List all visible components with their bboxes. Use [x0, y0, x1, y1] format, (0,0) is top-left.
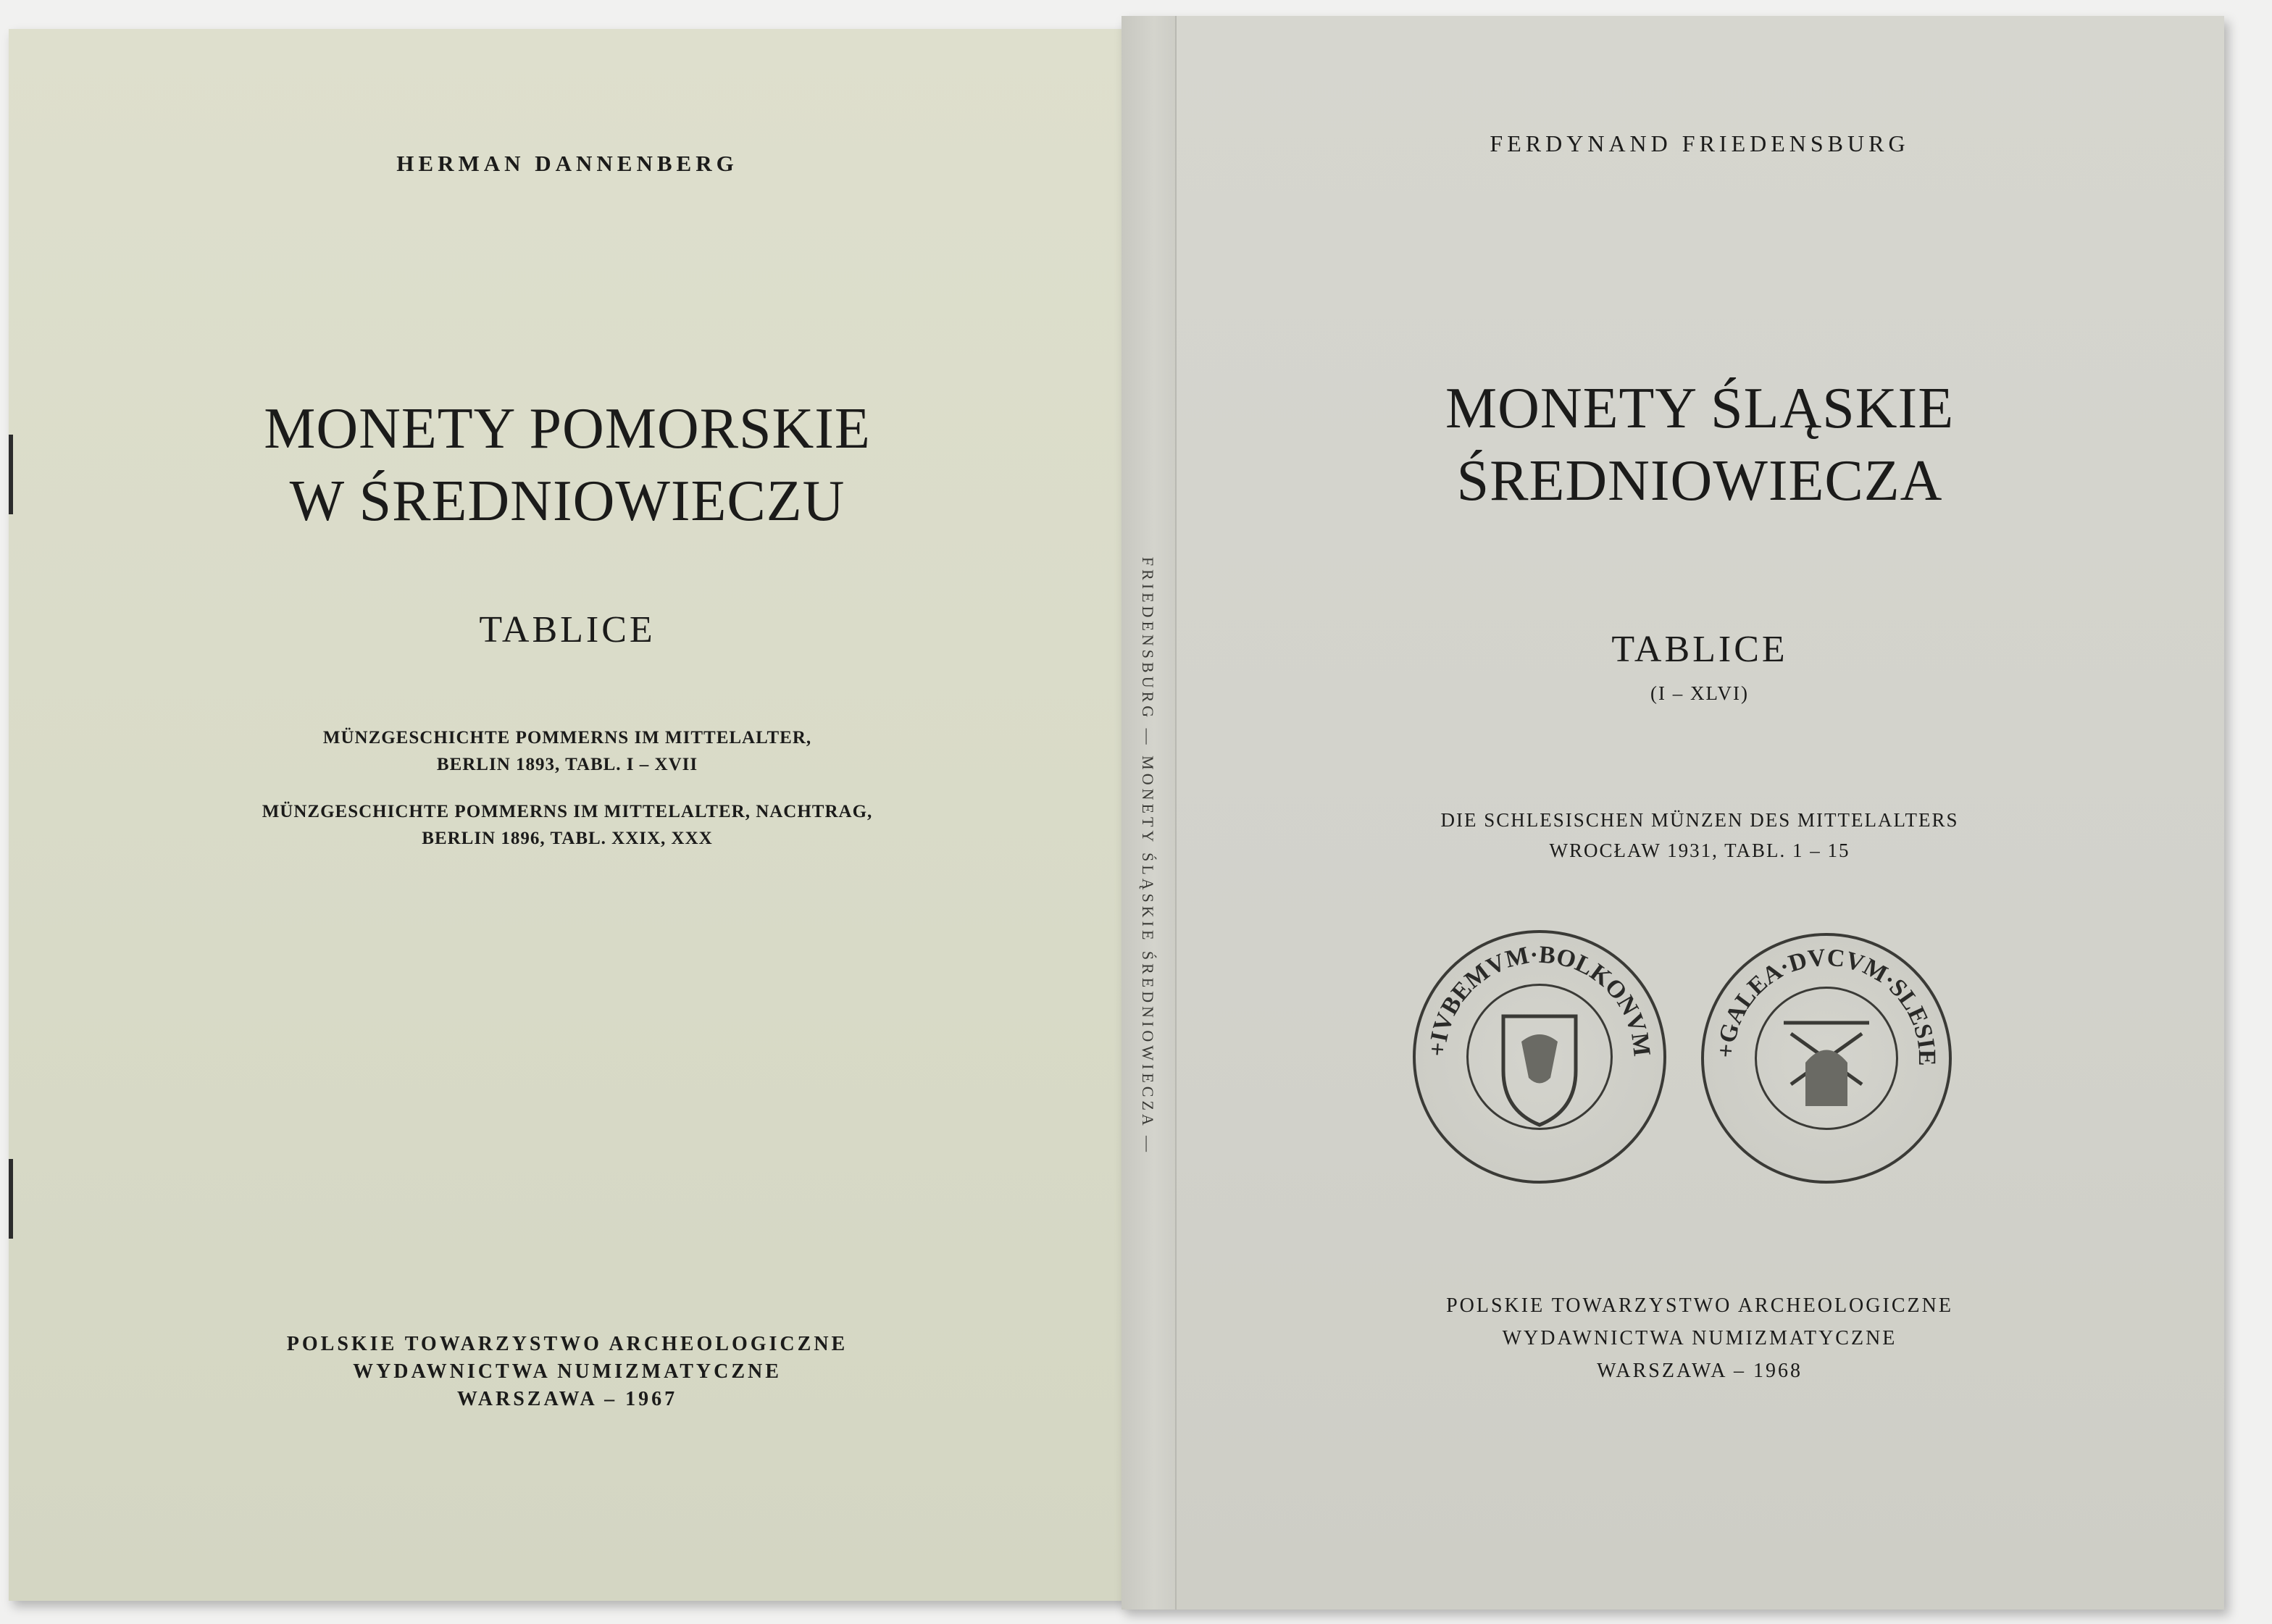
book-cover-left	[9, 29, 1126, 1601]
coin-legend: +GALEA·DVCVM·SLESIE	[1712, 944, 1941, 1066]
publisher-line-1: POLSKIE TOWARZYSTWO ARCHEOLOGICZNE	[286, 1333, 848, 1355]
spine-title: FRIEDENSBURG — MONETY ŚLĄSKIE ŚREDNIOWIECZA —	[1139, 556, 1157, 1156]
publisher-line-3: WARSZAWA – 1968	[1597, 1360, 1803, 1382]
reference-1-line-2: BERLIN 1893, TABL. I – XVII	[436, 755, 698, 774]
staple	[9, 1159, 13, 1239]
author-name: HERMAN DANNENBERG	[396, 151, 738, 176]
publisher-line-2: WYDAWNICTWA NUMIZMATYCZNE	[353, 1360, 782, 1383]
reference-line-1: DIE SCHLESISCHEN MÜNZEN DES MITTELALTERS	[1440, 809, 1959, 831]
title-line-2: ŚREDNIOWIECZA	[1456, 449, 1943, 513]
title-line-2: W ŚREDNIOWIECZU	[289, 469, 845, 533]
title-line-1: MONETY ŚLĄSKIE	[1445, 377, 1955, 440]
publisher-line-1: POLSKIE TOWARZYSTWO ARCHEOLOGICZNE	[1446, 1294, 1953, 1317]
subtitle: TABLICE	[479, 609, 656, 650]
shield-eagle-icon	[1416, 933, 1663, 1181]
author-name: FERDYNAND FRIEDENSBURG	[1490, 130, 1910, 156]
coin-illustration-left	[1413, 930, 1666, 1184]
coin-illustration-right	[1701, 933, 1952, 1184]
reference-2-line-2: BERLIN 1896, TABL. XXIX, XXX	[422, 829, 713, 848]
coin-legend: +IVBEMVM·BOLKONVM	[1424, 941, 1655, 1058]
publisher-line-2: WYDAWNICTWA NUMIZMATYCZNE	[1502, 1327, 1897, 1349]
svg-text:+GALEA·DVCVM·SLESIE	[1713, 945, 1940, 1066]
subtitle: TABLICE	[1611, 629, 1788, 670]
title-line-1: MONETY POMORSKIE	[264, 397, 871, 461]
plate-range: (I – XLVI)	[1650, 682, 1749, 704]
reference-line-2: WROCŁAW 1931, TABL. 1 – 15	[1549, 840, 1850, 861]
helmet-icon	[1704, 936, 1949, 1181]
reference-1-line-1: MÜNZGESCHICHTE POMMERNS IM MITTELALTER,	[322, 728, 812, 748]
book-cover-right	[1122, 16, 2224, 1610]
publisher-line-3: WARSZAWA – 1967	[456, 1388, 678, 1410]
reference-2-line-1: MÜNZGESCHICHTE POMMERNS IM MITTELALTER, NACHTRAG,	[262, 802, 873, 821]
